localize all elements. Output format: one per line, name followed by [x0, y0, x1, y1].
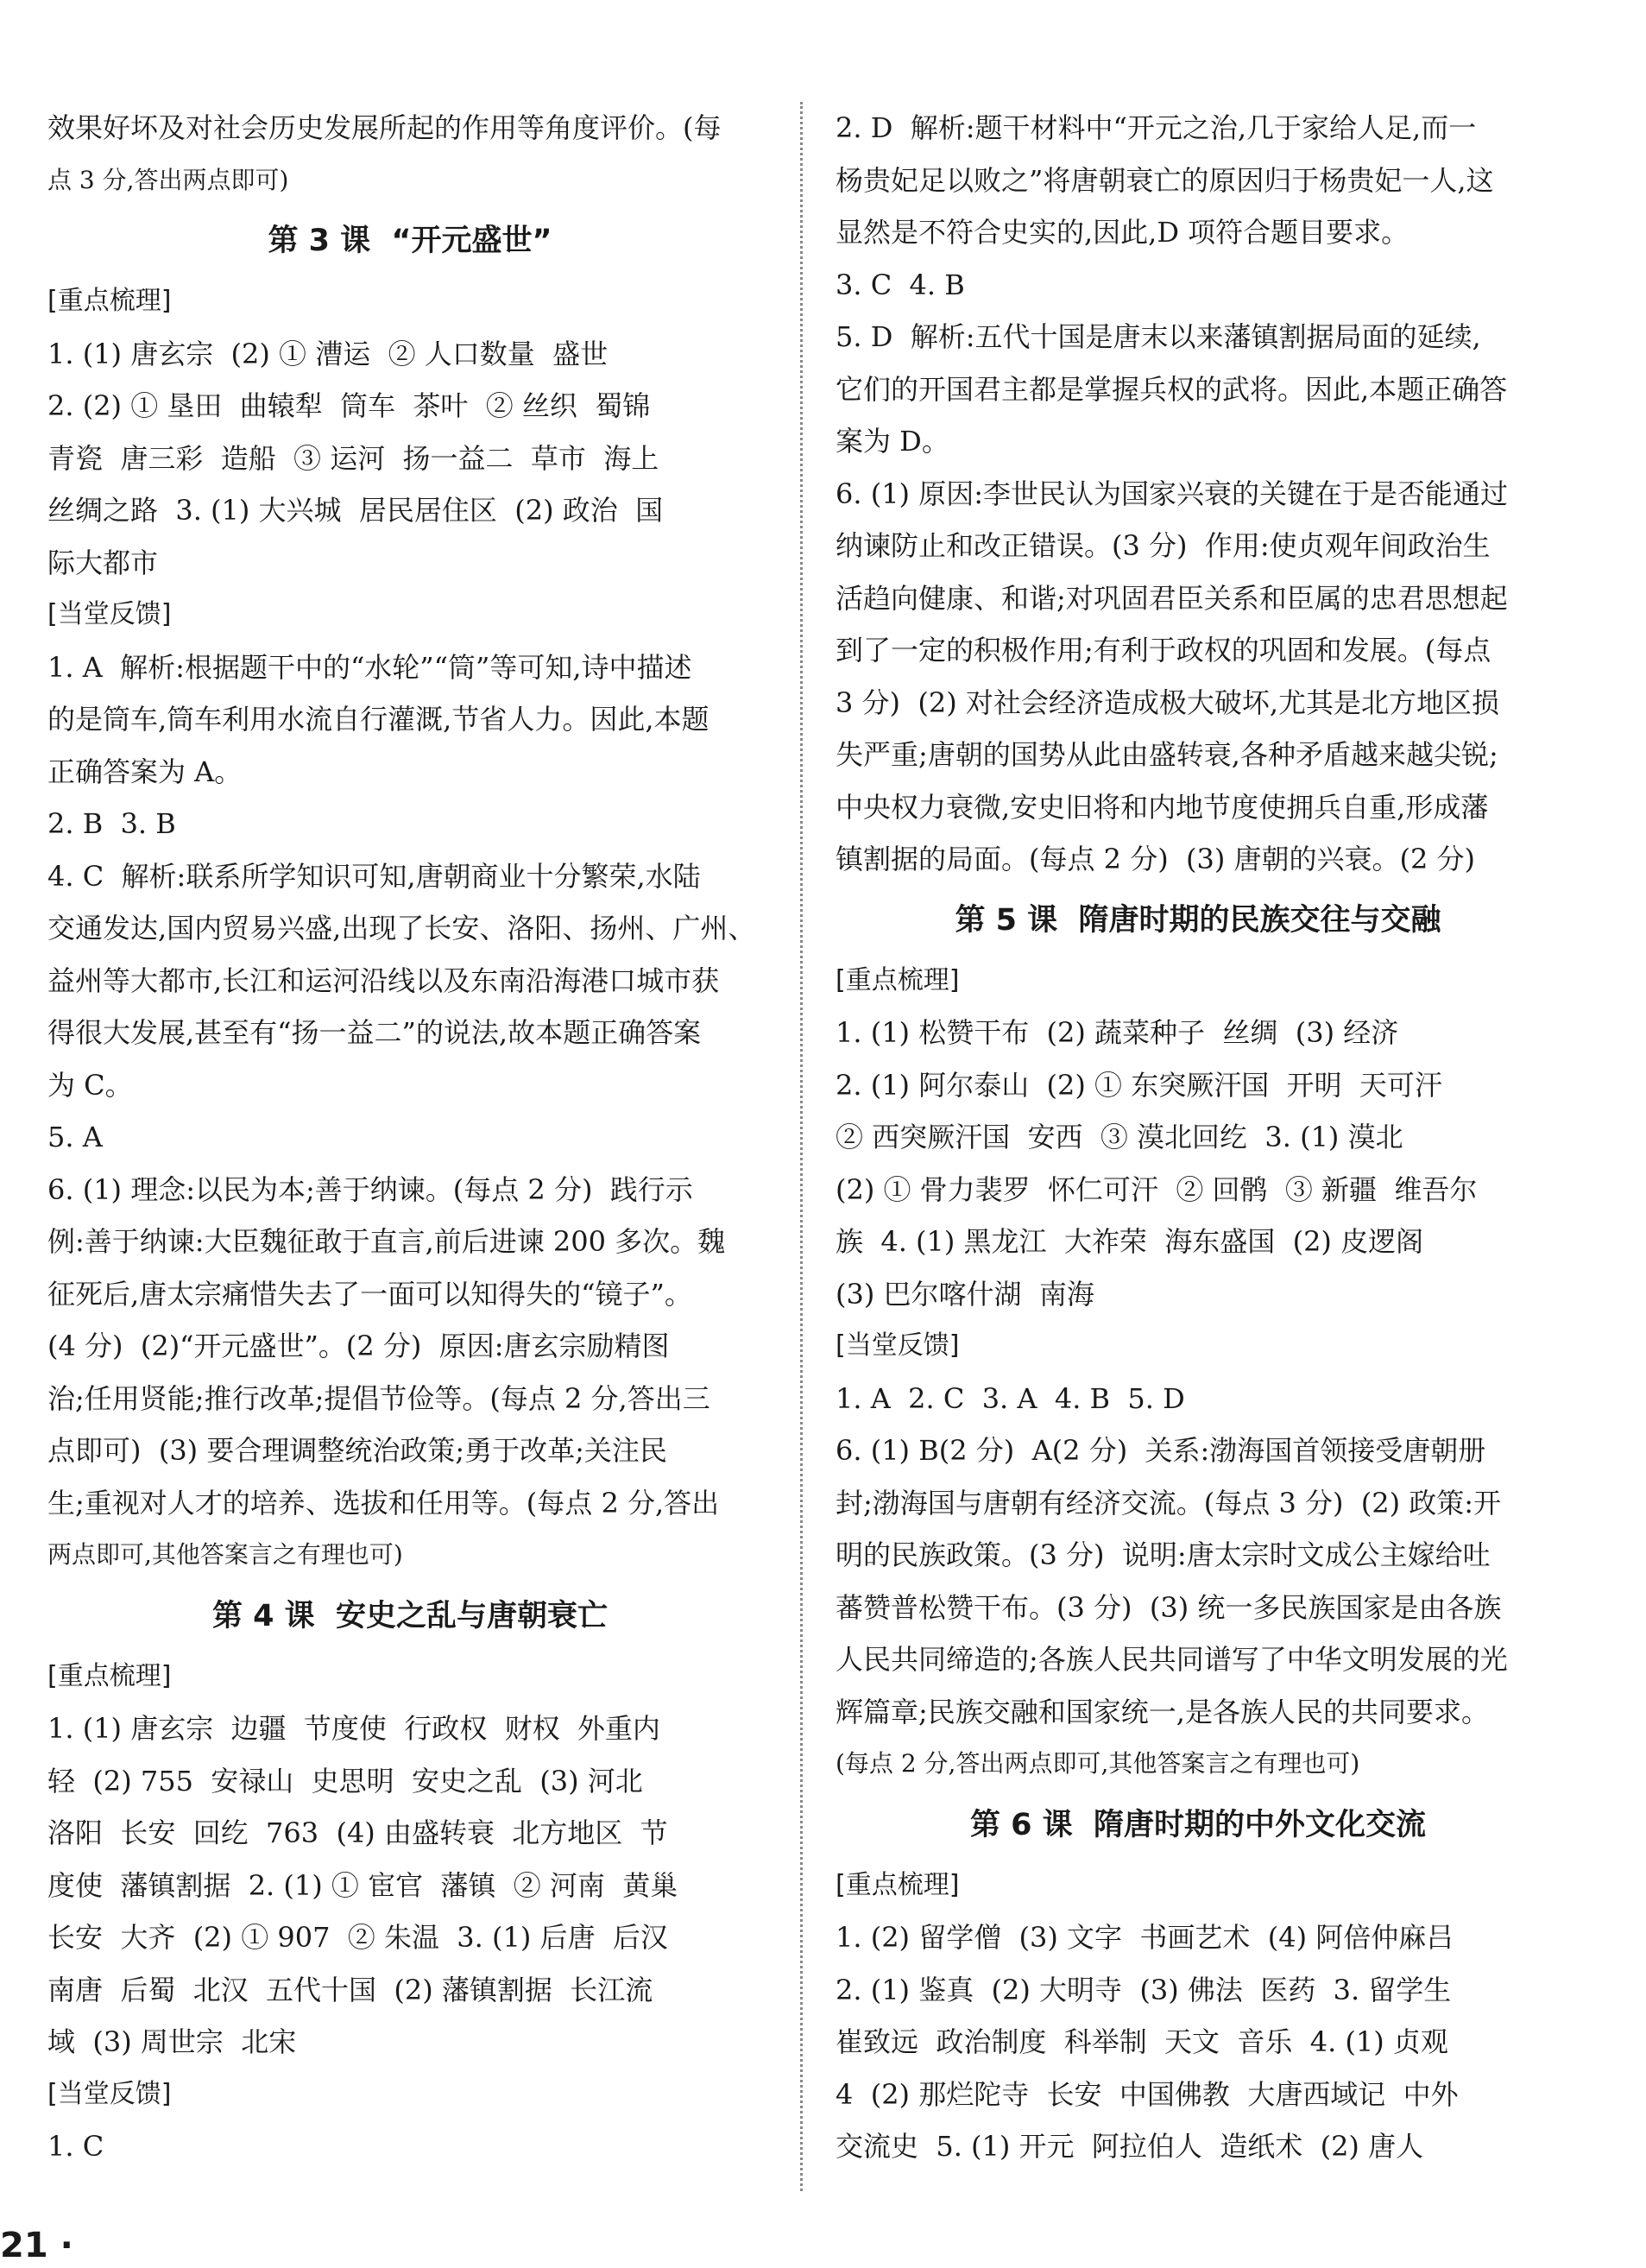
answer-line: ② 西突厥汗国 安西 ③ 漠北回纥 3. (1) 漠北 — [836, 1121, 1403, 1153]
answer-line: 为 C。 — [47, 1068, 133, 1102]
section-tag: [当堂反馈] — [47, 2078, 172, 2109]
answer-line: 1. A 解析:根据题干中的“水轮”“筒”等可知,诗中描述 — [47, 650, 692, 684]
answer-line: 2. (1) 阿尔泰山 (2) ① 东突厥汗国 开明 天可汗 — [836, 1068, 1442, 1102]
answer-line: 生;重视对人才的培养、选拔和任用等。(每点 2 分,答出 — [47, 1486, 720, 1519]
answer-line: 崔致远 政治制度 科举制 天文 音乐 4. (1) 贞观 — [836, 2025, 1448, 2058]
answer-line: 到了一定的积极作用;有利于政权的巩固和发展。(每点 — [836, 634, 1491, 667]
answer-line: 明的民族政策。(3 分) 说明:唐太宗时文成公主嫁给吐 — [836, 1538, 1491, 1571]
lesson-heading: 第 6 课 隋唐时期的中外文化交流 — [969, 1807, 1427, 1842]
answer-line: (4 分) (2)“开元盛世”。(2 分) 原因:唐玄宗励精图 — [47, 1330, 670, 1362]
answer-line: 6. (1) B(2 分) A(2 分) 关系:渤海国首领接受唐朝册 — [836, 1434, 1486, 1467]
answer-line: 辉篇章;民族交融和国家统一,是各族人民的共同要求。 — [836, 1695, 1489, 1728]
section-tag: [重点梳理] — [836, 964, 960, 995]
answer-line: 青瓷 唐三彩 造船 ③ 运河 扬一益二 草市 海上 — [47, 441, 659, 475]
answer-line: 4. C 解析:联系所学知识可知,唐朝商业十分繁荣,水陆 — [47, 859, 701, 893]
answer-line: 5. D 解析:五代十国是唐末以来藩镇割据局面的延续, — [836, 320, 1481, 353]
answer-line: 正确答案为 A。 — [47, 755, 243, 788]
section-tag: [重点梳理] — [47, 1660, 172, 1691]
answer-line: 效果好坏及对社会历史发展所起的作用等角度评价。(每 — [47, 111, 722, 144]
answer-line: 洛阳 长安 回纥 763 (4) 由盛转衰 北方地区 节 — [47, 1816, 668, 1849]
answer-line: 1. C — [47, 2130, 104, 2163]
answer-line: 交流史 5. (1) 开元 阿拉伯人 造纸术 (2) 唐人 — [836, 2130, 1424, 2163]
answer-line: 显然是不符合史实的,因此,D 项符合题目要求。 — [836, 216, 1410, 249]
answer-line: 纳谏防止和改正错误。(3 分) 作用:使贞观年间政治生 — [836, 529, 1491, 562]
answer-line: 3. C 4. B — [836, 268, 965, 301]
answer-line: 封;渤海国与唐朝有经济交流。(每点 3 分) (2) 政策:开 — [836, 1486, 1502, 1519]
page-number: 21 · — [0, 2226, 73, 2265]
answer-note: 两点即可,其他答案言之有理也可) — [47, 1540, 403, 1569]
answer-line: 2. (1) 鉴真 (2) 大明寺 (3) 佛法 医药 3. 留学生 — [836, 1973, 1452, 2006]
section-tag: [重点梳理] — [47, 286, 172, 316]
answer-line: 人民共同缔造的;各族人民共同谱写了中华文明发展的光 — [836, 1643, 1508, 1676]
answer-line: 失严重;唐朝的国势从此由盛转衰,各种矛盾越来越尖锐; — [836, 738, 1498, 771]
answer-line: 杨贵妃足以败之”将唐朝衰亡的原因归于杨贵妃一人,这 — [836, 163, 1494, 197]
right-column — [836, 102, 1561, 2173]
column-divider — [800, 102, 803, 2191]
answer-line: 例:善于纳谏:大臣魏征敢于直言,前后进谏 200 多次。魏 — [47, 1225, 726, 1258]
answer-line: 1. (1) 松赞干布 (2) 蔬菜种子 丝绸 (3) 经济 — [836, 1016, 1399, 1049]
answer-line: 丝绸之路 3. (1) 大兴城 居民居住区 (2) 政治 国 — [47, 494, 664, 527]
answer-line: 3 分) (2) 对社会经济造成极大破坏,尤其是北方地区损 — [836, 685, 1500, 719]
answer-line: 治;任用贤能;推行改革;提倡节俭等。(每点 2 分,答出三 — [47, 1381, 710, 1415]
answer-line: 4 (2) 那烂陀寺 长安 中国佛教 大唐西域记 中外 — [836, 2077, 1459, 2111]
section-tag: [当堂反馈] — [836, 1330, 960, 1361]
answer-line: 2. B 3. B — [47, 807, 176, 840]
answer-note: (每点 2 分,答出两点即可,其他答案言之有理也可) — [836, 1749, 1360, 1778]
answer-line: 1. (1) 唐玄宗 (2) ① 漕运 ② 人口数量 盛世 — [47, 337, 609, 370]
answer-line: 1. (1) 唐玄宗 边疆 节度使 行政权 财权 外重内 — [47, 1712, 660, 1745]
answer-line: 南唐 后蜀 北汉 五代十国 (2) 藩镇割据 长江流 — [47, 1973, 653, 2006]
answer-line: 案为 D。 — [836, 425, 949, 458]
answer-line: 点即可) (3) 要合理调整统治政策;勇于改革;关注民 — [47, 1434, 667, 1467]
answer-line: 域 (3) 周世宗 北宋 — [47, 2025, 297, 2058]
lesson-heading: 第 3 课 “开元盛世” — [268, 224, 552, 258]
answer-line: 镇割据的局面。(每点 2 分) (3) 唐朝的兴衰。(2 分) — [836, 843, 1476, 875]
answer-line: 征死后,唐太宗痛惜失去了一面可以知得失的“镜子”。 — [47, 1277, 692, 1311]
answer-line: 中央权力衰微,安史旧将和内地节度使拥兵自重,形成藩 — [836, 790, 1489, 824]
answer-line: (3) 巴尔喀什湖 南海 — [836, 1277, 1094, 1311]
answer-line: 蕃赞普松赞干布。(3 分) (3) 统一多民族国家是由各族 — [836, 1590, 1502, 1624]
answer-line: 度使 藩镇割据 2. (1) ① 宦官 藩镇 ② 河南 黄巢 — [47, 1868, 678, 1902]
answer-line: 长安 大齐 (2) ① 907 ② 朱温 3. (1) 后唐 后汉 — [47, 1921, 668, 1954]
answer-line: 1. (2) 留学僧 (3) 文字 书画艺术 (4) 阿倍仲麻吕 — [836, 1921, 1454, 1954]
answer-line: 交通发达,国内贸易兴盛,出现了长安、洛阳、扬州、广州、 — [47, 912, 756, 944]
answer-line: 6. (1) 原因:李世民认为国家兴衰的关键在于是否能通过 — [836, 477, 1508, 510]
answer-line: 1. A 2. C 3. A 4. B 5. D — [836, 1381, 1185, 1415]
answer-line: 族 4. (1) 黑龙江 大祚荣 海东盛国 (2) 皮逻阁 — [836, 1225, 1424, 1258]
answer-line: 益州等大都市,长江和运河沿线以及东南沿海港口城市获 — [47, 963, 720, 997]
answer-line: 轻 (2) 755 安禄山 史思明 安史之乱 (3) 河北 — [47, 1764, 643, 1797]
answer-line: 5. A — [47, 1121, 103, 1153]
answer-line: 际大都市 — [47, 546, 159, 579]
answer-line: 它们的开国君主都是掌握兵权的武将。因此,本题正确答 — [836, 372, 1508, 406]
answer-line: 活趋向健康、和谐;对巩固君臣关系和臣属的忠君思想起 — [836, 581, 1508, 615]
answer-line: 2. (2) ① 垦田 曲辕犁 筒车 茶叶 ② 丝织 蜀锦 — [47, 389, 651, 422]
left-column — [47, 102, 773, 2173]
answer-line: 的是筒车,筒车利用水流自行灌溉,节省人力。因此,本题 — [47, 703, 709, 736]
section-tag: [当堂反馈] — [47, 599, 172, 629]
lesson-heading: 第 5 课 隋唐时期的民族交往与交融 — [955, 902, 1441, 938]
lesson-heading: 第 4 课 安史之乱与唐朝衰亡 — [211, 1598, 609, 1633]
answer-line: 6. (1) 理念:以民为本;善于纳谏。(每点 2 分) 践行示 — [47, 1172, 693, 1206]
answer-note: 点 3 分,答出两点即可) — [47, 165, 289, 194]
answer-line: 2. D 解析:题干材料中“开元之治,几于家给人足,而一 — [836, 111, 1477, 144]
section-tag: [重点梳理] — [836, 1869, 960, 1900]
answer-line: (2) ① 骨力裴罗 怀仁可汗 ② 回鹘 ③ 新疆 维吾尔 — [836, 1172, 1478, 1206]
answer-line: 得很大发展,甚至有“扬一益二”的说法,故本题正确答案 — [47, 1016, 702, 1049]
